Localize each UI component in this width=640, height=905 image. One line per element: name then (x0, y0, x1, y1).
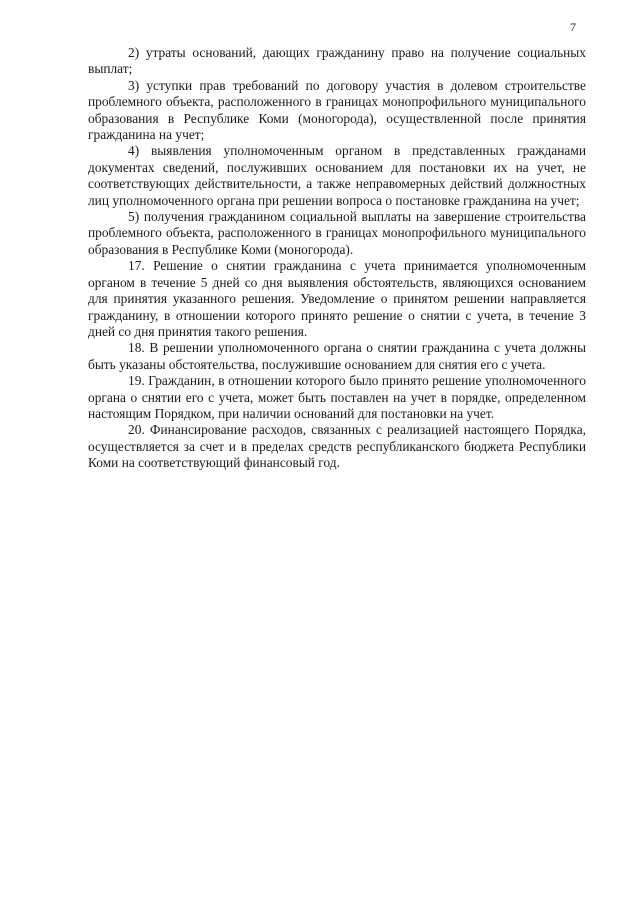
paragraph-item-2: 2) утраты оснований, дающих гражданину право на получение социальных выплат; (88, 45, 586, 77)
page-number: 7 (570, 20, 576, 34)
paragraph-item-5: 5) получения гражданином социальной выплаты на завершение строительства проблемного объекта, расположенного в границах монопрофильного муниципального образования в Республике Коми (моногорода). (88, 209, 586, 257)
paragraph-19: 19. Гражданин, в отношении которого было принято решение уполномоченного органа о снятии его с учета, может быть поставлен на учет в порядке, определенном настоящим Порядком, при наличии оснований для постановки на учет. (88, 373, 586, 421)
paragraph-item-3: 3) уступки прав требований по договору участия в долевом строительстве проблемного объекта, расположенного в границах монопрофильного муниципального образования в Республике Коми (моногорода), осуществленной после принятия гражданина на учет; (88, 77, 586, 143)
paragraph-item-4: 4) выявления уполномоченным органом в представленных гражданами документах сведений, послуживших основанием для постановки их на учет, не соответствующих действительности, а также неправомерных действий должностных лиц уполномоченного органа при решении вопроса о постановке гражданина на учет; (88, 143, 586, 208)
paragraph-17: 17. Решение о снятии гражданина с учета принимается уполномоченным органом в течение 5 дней со дня выявления обстоятельств, являющихся основанием для принятия указанного решения. Уведомление о принятом решении направляется гражданину, в отношении которого принято решение о снятии с учета, в течение 3 дней со дня принятия такого решения. (88, 258, 586, 339)
paragraph-18: 18. В решении уполномоченного органа о снятии гражданина с учета должны быть указаны обстоятельства, послужившие основанием для снятия его с учета. (88, 340, 586, 372)
document-body (88, 45, 586, 472)
paragraph-20: 20. Финансирование расходов, связанных с реализацией настоящего Порядка, осуществляется за счет и в пределах средств республиканского бюджета Республики Коми на соответствующий финансовый год. (88, 422, 586, 471)
